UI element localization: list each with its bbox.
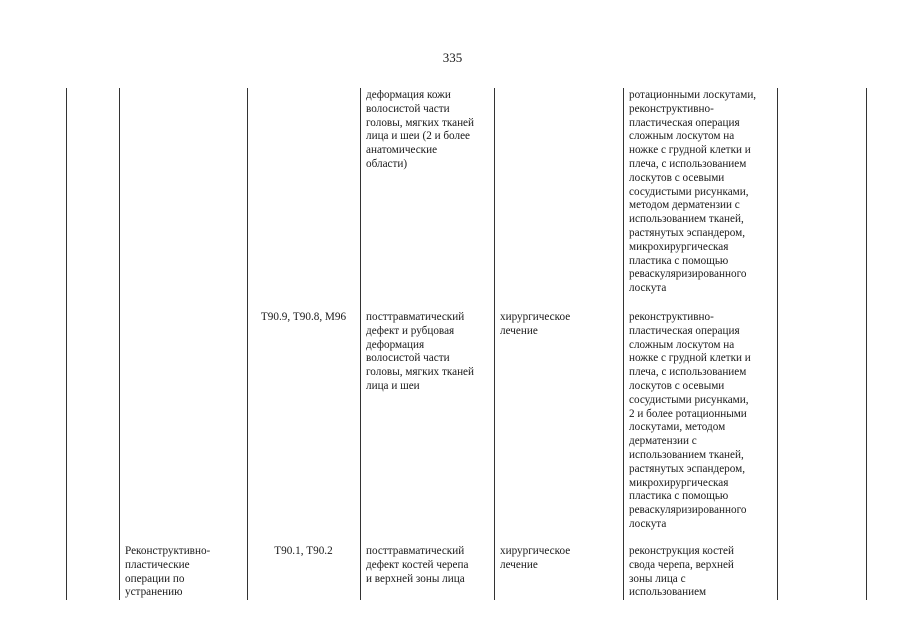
method-cell: ротационными лоскутами, реконструктивно- пластическая операция сложным лоскутом на ножке с грудной клетки и плеча, с использованием лоскутов с осевыми сосудистыми рисунками, методом дерматензии с использованием тканей, растянутых эспандером, микрохирургическая пластика с помощью реваскуляризированного лоскута — [629, 89, 757, 295]
treatment-type-cell: хирургическое лечение — [500, 311, 571, 337]
disease-cell: посттравматический дефект костей черепа и верхней зоны лица — [366, 545, 469, 585]
column-border — [866, 88, 867, 600]
group-name-cell: Реконструктивно- пластические операции по устранению — [125, 545, 211, 599]
column-border — [494, 88, 495, 600]
method-cell: реконструктивно- пластическая операция сложным лоскутом на ножке с грудной клетки и плеча, с использованием лоскутов с осевыми сосудистыми рисунками, 2 и более ротационными лоскутами, методом дерматензии с использованием тканей, растянутых эспандером, микрохирургическая пластика с помощью реваскуляризированного лоскута — [629, 311, 751, 530]
column-border — [777, 88, 778, 600]
page-number: 335 — [442, 50, 463, 65]
treatment-type-cell: хирургическое лечение — [500, 545, 571, 571]
column-border — [66, 88, 67, 600]
codes-cell: Т90.1, Т90.2 — [274, 545, 333, 557]
disease-cell: деформация кожи волосистой части головы, мягких тканей лица и шеи (2 и более анатомические области) — [366, 89, 475, 170]
column-border — [247, 88, 248, 600]
codes-cell: Т90.9, Т90.8, М96 — [260, 311, 347, 323]
disease-cell: посттравматический дефект и рубцовая деформация волосистой части головы, мягких тканей лица и шеи — [366, 311, 475, 392]
method-cell: реконструкция костей свода черепа, верхней зоны лица с использованием — [629, 545, 734, 599]
column-border — [119, 88, 120, 600]
column-border — [360, 88, 361, 600]
column-border — [623, 88, 624, 600]
